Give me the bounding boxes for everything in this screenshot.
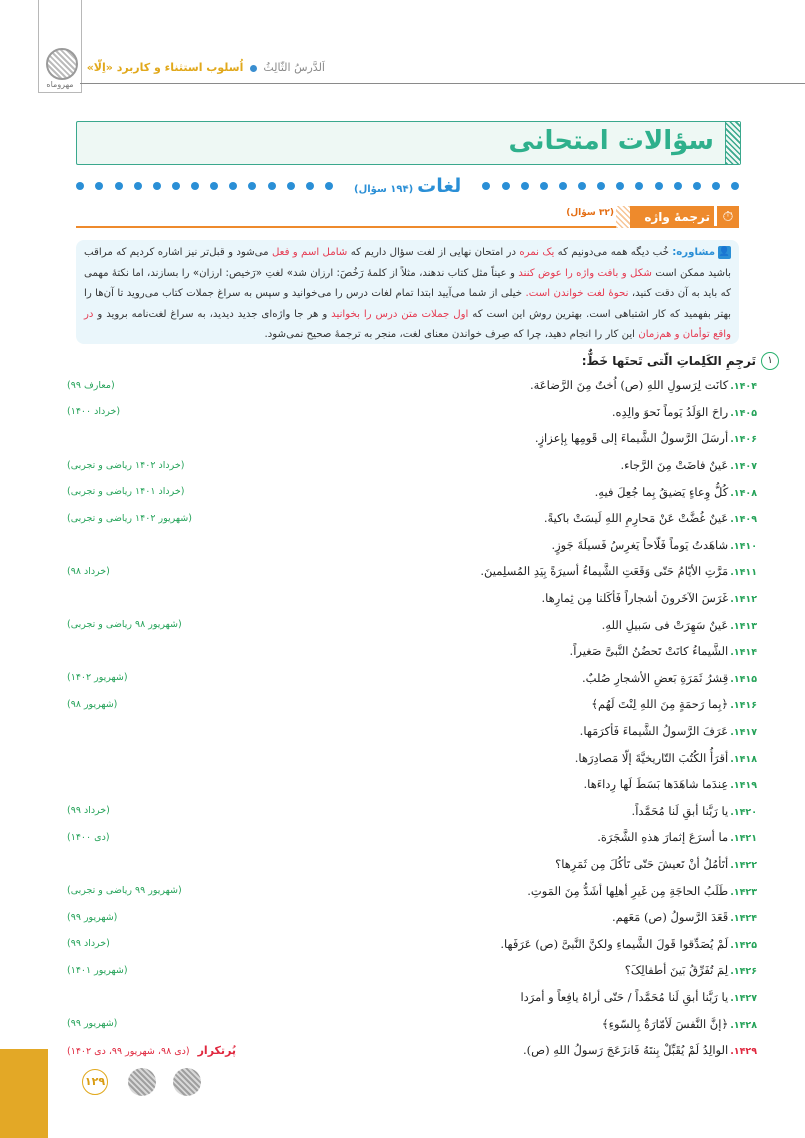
item-number: ۱۴۲۰. — [730, 806, 757, 818]
advice-segment: و هر جا واژه‌ای جدید دیدید، به سراغ لغت‌نامه بروید و — [93, 308, 332, 320]
item-sentence-wrap — [527, 884, 757, 898]
breadcrumb — [87, 61, 325, 74]
item-sentence-wrap — [602, 1017, 757, 1031]
dot-icon — [616, 182, 624, 190]
item-sentence-wrap — [591, 697, 757, 711]
question-item — [67, 585, 757, 612]
item-source: (خرداد ۹۸) — [67, 565, 110, 577]
item-sentence: أقرَأُ الکُتُبَ التّاریخیَّةَ إلّا مَصادِرَها. — [574, 750, 729, 765]
dot-icon — [597, 182, 605, 190]
advice-segment: خیلی از شما می‌آیید ابتدا تمام لغات درس را می‌خوانید و سپس به سراغ جملات کتاب می‌روید تا آن‌ها را بهتر بفهمید که کار اشتباهی است. بهترین روش این است که — [84, 288, 732, 320]
dot-icon — [325, 182, 333, 190]
item-sentence-wrap — [480, 564, 757, 578]
item-sentence-wrap — [544, 511, 757, 525]
advice-segment: می‌شود و قبل‌تر نیز اشاره کردیم که مراقب باشید ممکن است — [84, 247, 731, 279]
item-sentence-wrap — [620, 458, 757, 472]
item-sentence-wrap — [582, 671, 757, 685]
question-item — [67, 1037, 757, 1064]
item-sentence-wrap — [625, 963, 757, 977]
vocab-divider — [76, 175, 739, 197]
breadcrumb-dot-icon — [250, 65, 257, 72]
item-number: ۱۴۱۸. — [730, 753, 757, 765]
item-number: ۱۴۲۸. — [730, 1019, 757, 1031]
logo-text: مهروماه — [46, 80, 74, 89]
question-item — [67, 851, 757, 878]
dot-icon — [731, 182, 739, 190]
butterfly-logo-icon — [46, 48, 78, 80]
question-item — [67, 532, 757, 559]
item-sentence-wrap — [551, 538, 757, 552]
section-count: (۳۲ سؤال) — [566, 208, 614, 218]
question-header — [582, 352, 779, 370]
item-number: ۱۴۱۲. — [730, 594, 757, 606]
question-item — [67, 665, 757, 692]
item-sentence: ﴿إنَّ النَّفسَ لَأمّارَةٌ بِالسّوءِ﴾ — [601, 1016, 729, 1031]
item-source: (شهریور ۹۹ ریاضی و تجربی) — [67, 885, 182, 897]
dot-icon — [115, 182, 123, 190]
item-source: (خرداد ۱۴۰۰) — [67, 406, 121, 418]
item-sentence-wrap — [612, 405, 757, 419]
item-sentence: طَلَبُ الحاجَةِ مِن غَیرِ أهلِها أشَدُّ مِنَ المَوتِ. — [527, 883, 729, 898]
advisor-icon: 👤 — [718, 246, 731, 257]
item-sentence: عَرَفَ الرَّسولُ الشَّیماءَ فَأکرَمَها. — [579, 724, 729, 739]
advice-segment: خُب دیگه همه می‌دونیم که — [554, 247, 669, 258]
item-number: ۱۴۱۴. — [730, 647, 757, 659]
question-item — [67, 984, 757, 1011]
item-number: ۱۴۲۹. — [730, 1046, 757, 1058]
question-number: ۱ — [761, 352, 779, 370]
advice-highlight: نحوهٔ لغت خواندن است. — [525, 288, 629, 299]
dot-icon — [134, 182, 142, 190]
title-hatch-decoration — [725, 122, 740, 164]
dot-icon — [191, 182, 199, 190]
item-sentence: لِمَ تُفَرِّقُ بَینَ أطفالِکَ؟ — [624, 963, 729, 978]
lesson-title: اُسلوب استثناء و کاربرد «اِلّا» — [86, 61, 244, 74]
question-item — [67, 824, 757, 851]
question-item — [67, 505, 757, 532]
item-sentence-wrap — [541, 591, 757, 605]
dot-icon — [578, 182, 586, 190]
question-item — [67, 691, 757, 718]
section-hatch-decoration — [616, 206, 630, 228]
dot-icon — [482, 182, 490, 190]
dot-icon — [76, 182, 84, 190]
question-item — [67, 904, 757, 931]
question-item — [67, 877, 757, 904]
item-sentence-wrap — [530, 378, 757, 392]
item-sentence-wrap — [555, 857, 757, 871]
item-source: (دی ۱۴۰۰) — [67, 831, 110, 843]
item-sentence: عَینٌ سَهِرَتْ فی سَبیلِ اللهِ. — [601, 617, 729, 632]
item-source: (شهریور ۹۸ ریاضی و تجربی) — [67, 619, 182, 631]
item-number: ۱۴۰۵. — [730, 407, 757, 419]
item-sentence: یا رَبَّنا أبقِ لَنا مُحَمَّداً. — [631, 803, 729, 818]
dot-icon — [268, 182, 276, 190]
item-number: ۱۴۲۷. — [730, 992, 757, 1004]
item-number: ۱۴۰۶. — [730, 434, 757, 446]
dot-icon — [540, 182, 548, 190]
advice-text — [84, 247, 731, 340]
item-sentence: الشَّیماءُ کانَتْ تَحضُنُ النَّبیَّ صَغیراً. — [569, 644, 729, 659]
vocab-title: لغات — [417, 175, 462, 197]
item-source: (خرداد ۱۴۰۱ ریاضی و تجربی) — [67, 486, 185, 498]
item-sentence: غَرَسَ الآخَرونَ أشجاراً فَأکَلنا مِن ثِمارِها. — [541, 591, 729, 606]
question-item — [67, 957, 757, 984]
item-sentence: ما أسرَعَ إثمارَ هذهِ الشَّجَرَة. — [597, 830, 729, 845]
item-sentence-wrap — [520, 990, 757, 1004]
item-sentence: قَعَدَ الرَّسولُ (ص) مَعَهم. — [611, 910, 729, 925]
advice-highlight: اول جملات متن درس را بخوانید — [331, 308, 469, 320]
advice-segment: و عیناً مثل کتاب ندهند، مثلاً از کلمهٔ رَخُصَ: ارزان شد» لغتِ «رَخیص: ارزان» را بسازند، اما نکتهٔ مهمی که باید به آن دقت کنید، — [84, 267, 731, 299]
advice-highlight: در واقع توأمان و هم‌زمان — [84, 308, 731, 340]
advice-highlight: یک نمره — [519, 247, 555, 258]
item-sentence: عَینٌ غُضَّتْ عَنْ مَحارِمِ اللهِ لَیسَتْ باکیةً. — [543, 511, 729, 526]
item-source: (خرداد ۹۹) — [67, 805, 110, 817]
dot-icon — [172, 182, 180, 190]
item-number: ۱۴۰۸. — [730, 487, 757, 499]
item-sentence: لَمْ یُصَدِّقوا قَولَ الشَّیماءِ ولکنَّ النَّبیَّ (ص) عَرَفَها. — [500, 936, 729, 951]
question-item — [67, 638, 757, 665]
lesson-label: اَلدَّرسُ الثّالِثُ — [263, 61, 325, 74]
item-number: ۱۴۲۳. — [730, 886, 757, 898]
question-item — [67, 771, 757, 798]
item-number: ۱۴۲۴. — [730, 913, 757, 925]
question-item — [67, 558, 757, 585]
item-sentence-wrap — [575, 751, 757, 765]
page-number: ۱۲۹ — [82, 1069, 108, 1095]
dot-icon — [655, 182, 663, 190]
footer-color-bar — [0, 1049, 48, 1138]
repeat-label: پُرتکرار — [197, 1043, 237, 1057]
item-sentence-wrap — [523, 1043, 757, 1057]
header-divider — [80, 83, 805, 84]
item-number: ۱۴۲۲. — [730, 859, 757, 871]
item-source: (شهریور ۱۴۰۲ ریاضی و تجربی) — [67, 512, 192, 524]
dot-icon — [95, 182, 103, 190]
item-source: (معارف ۹۹) — [67, 379, 115, 391]
item-number: ۱۴۱۹. — [730, 780, 757, 792]
item-source: (خرداد ۹۹) — [67, 938, 110, 950]
item-number: ۱۴۲۶. — [730, 966, 757, 978]
item-sentence-wrap — [570, 644, 757, 658]
question-item — [67, 425, 757, 452]
vocab-count: (۱۹۴ سؤال) — [354, 184, 414, 195]
dot-icon — [712, 182, 720, 190]
dot-icon — [210, 182, 218, 190]
item-sentence-wrap — [602, 618, 757, 632]
question-item — [67, 744, 757, 771]
item-sentence-wrap — [584, 777, 757, 791]
question-item — [67, 399, 757, 426]
repeat-badge — [67, 1044, 267, 1057]
dot-icon — [153, 182, 161, 190]
item-sentence-wrap — [595, 485, 757, 499]
item-sentence: ﴿بِما رَحمَةٍ مِنَ اللهِ لِنْتَ لَهُم﴾ — [591, 697, 729, 712]
dot-icon — [521, 182, 529, 190]
item-source: (شهریور ۹۹) — [67, 911, 118, 923]
item-sentence: کانَت لِرَسولِ اللهِ (ص) اُختٌ مِنَ الرَّضاعَة. — [529, 378, 729, 393]
item-sentence: عَینٌ فاضَتْ مِنَ الرَّجاء. — [620, 458, 729, 473]
question-item — [67, 718, 757, 745]
question-prompt: تَرجِمِ الکَلِماتِ الّتی تَحتَها خَطٌّ: — [581, 354, 756, 368]
hatched-circle-decoration — [173, 1068, 201, 1096]
advice-segment: این کار را انجام دهید، چرا که صِرف خواندن معنای لغت، منجر به ترجمهٔ صحیح نمی‌شود. — [264, 329, 639, 340]
question-item — [67, 930, 757, 957]
dot-icon — [635, 182, 643, 190]
question-item — [67, 611, 757, 638]
section-label: ترجمهٔ واژه — [630, 206, 714, 228]
repeat-source: (دی ۹۸، شهریور ۹۹، دی ۱۴۰۲) — [67, 1045, 190, 1057]
item-sentence-wrap — [597, 830, 757, 844]
question-item — [67, 798, 757, 825]
question-items — [67, 372, 757, 1063]
item-number: ۱۴۱۶. — [730, 700, 757, 712]
item-source: (شهریور ۹۹) — [67, 1018, 118, 1030]
item-number: ۱۴۰۴. — [730, 381, 757, 393]
page-title: سؤالات امتحانی — [508, 126, 714, 156]
item-sentence-wrap — [535, 431, 757, 445]
question-item — [67, 478, 757, 505]
item-sentence: قِشرُ ثَمَرَةِ بَعضِ الأشجارِ صُلبٌ. — [582, 670, 729, 685]
dot-icon — [559, 182, 567, 190]
dot-icon — [287, 182, 295, 190]
question-item — [67, 452, 757, 479]
item-sentence: عِندَما شاهَدَها بَسَطَ لَها رِداءَها. — [583, 777, 729, 792]
item-number: ۱۴۱۱. — [730, 567, 757, 579]
item-sentence: شاهَدتُ یَوماً فَلّاحاً یَغرِسُ فَسیلَةَ جَوزٍ. — [551, 537, 729, 552]
item-number: ۱۴۰۷. — [730, 461, 757, 473]
stopwatch-icon: ⏱ — [717, 206, 739, 228]
question-item — [67, 372, 757, 399]
item-number: ۱۴۲۵. — [730, 939, 757, 951]
item-number: ۱۴۱۵. — [730, 673, 757, 685]
item-sentence: یا رَبَّنا أبقِ لَنا مُحَمَّداً / حَتّی أراهُ یافِعاً و أمرَدا — [520, 989, 729, 1004]
section-title-box — [76, 121, 741, 165]
question-item — [67, 1010, 757, 1037]
advice-label: مشاوره: — [672, 247, 716, 258]
item-number: ۱۴۲۱. — [730, 833, 757, 845]
advice-box — [76, 240, 739, 344]
dot-icon — [229, 182, 237, 190]
dot-icon — [693, 182, 701, 190]
item-sentence: مَرَّتِ الأیّامُ حَتّی وَقَعَتِ الشَّیماءُ أسیرَةً بِیَدِ المُسلِمینَ. — [480, 564, 729, 579]
advice-segment: در امتحان نهایی از لغت سؤال داریم که — [347, 247, 520, 258]
dot-icon — [502, 182, 510, 190]
item-number: ۱۴۱۳. — [730, 620, 757, 632]
item-sentence: الوالِدُ لَمْ یُقَبِّلْ بِنتَهُ فَانزَعَجَ رَسولُ اللهِ (ص). — [523, 1043, 729, 1058]
dot-icon — [674, 182, 682, 190]
item-sentence-wrap — [612, 910, 757, 924]
item-sentence: أتَأمُلُ أنْ تَعیشَ حَتّی تَأکُلَ مِن ثَمَرِها؟ — [555, 856, 729, 871]
item-sentence-wrap — [500, 937, 757, 951]
advice-highlight: شامل اسم و فعل — [271, 247, 348, 258]
item-source: (شهریور ۱۴۰۱) — [67, 964, 128, 976]
item-number: ۱۴۰۹. — [730, 514, 757, 526]
dot-icon — [306, 182, 314, 190]
dot-icon — [248, 182, 256, 190]
item-sentence-wrap — [580, 724, 757, 738]
item-sentence: راحَ الوَلَدُ یَوماً نَحوَ والِدِه. — [611, 404, 729, 419]
hatched-circle-decoration — [128, 1068, 156, 1096]
item-sentence-wrap — [632, 804, 757, 818]
item-sentence: کُلُّ وِعاءٍ یَضیقُ بِما جُعِلَ فیهِ. — [594, 484, 729, 499]
item-sentence: أرسَلَ الرَّسولُ الشَّیماءَ إلی قَومِها بِإعزازٍ. — [534, 431, 729, 446]
item-source: (شهریور ۱۴۰۲) — [67, 672, 128, 684]
advice-highlight: شکل و بافت واژه را عوض کنند — [518, 267, 652, 279]
vocab-heading — [344, 175, 471, 197]
item-number: ۱۴۱۷. — [730, 727, 757, 739]
item-source: (خرداد ۱۴۰۲ ریاضی و تجربی) — [67, 459, 185, 471]
item-number: ۱۴۱۰. — [730, 540, 757, 552]
item-source: (شهریور ۹۸) — [67, 698, 118, 710]
